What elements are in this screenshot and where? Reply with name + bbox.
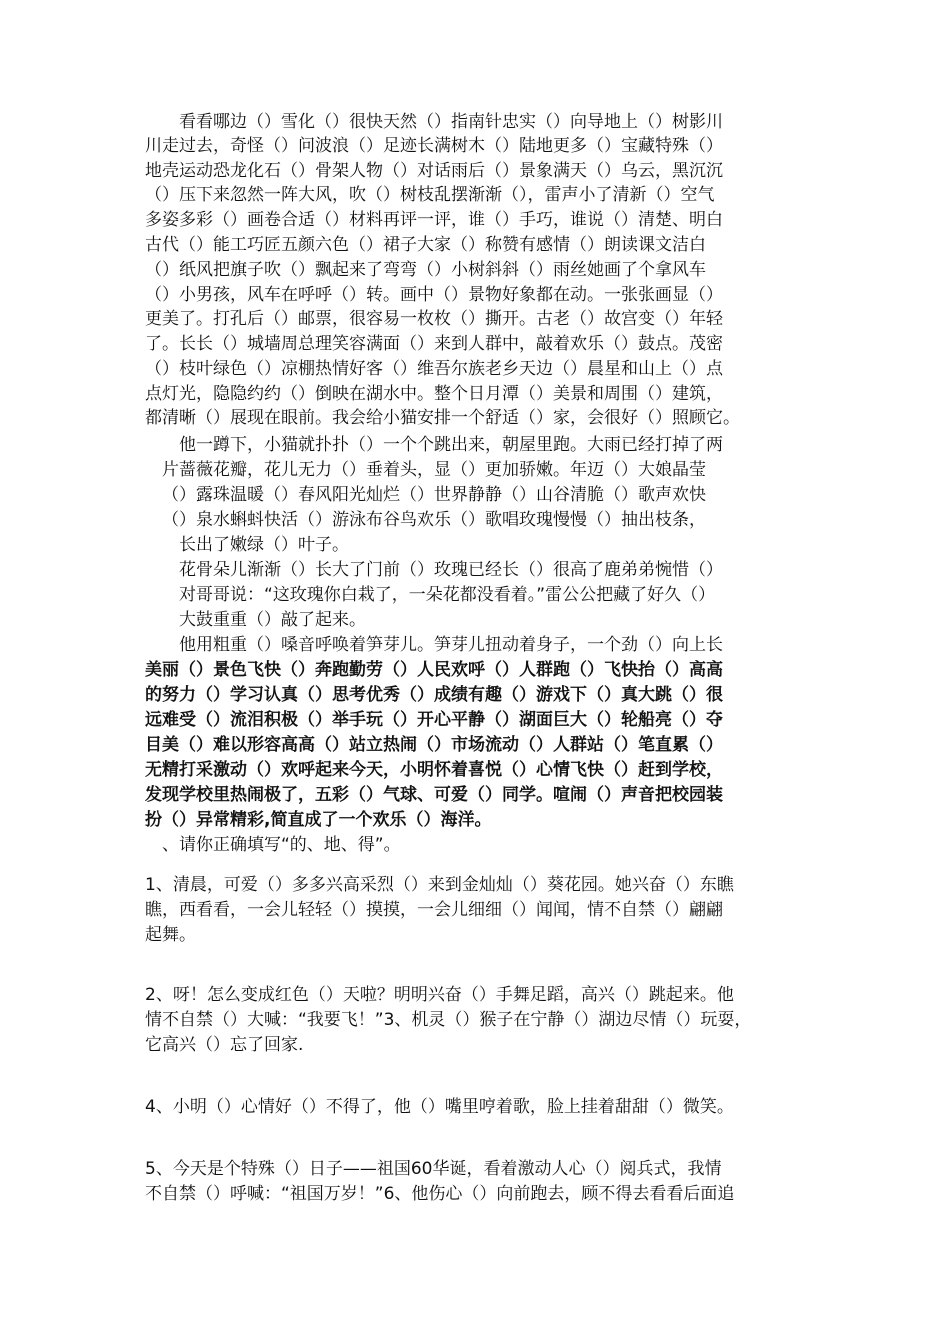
passage-a-line: 更美了。打孔后（）邮票，很容易一枚枚（）撕开。古老（）故宫变（）年轻 — [145, 309, 723, 329]
passage-c-line: 的努力（）学习认真（）思考优秀（）成绩有趣（）游戏下（）真大跳（）很 — [145, 685, 723, 705]
passage-b-line: （）泉水蝌蚪快活（）游泳布谷鸟欢乐（）歌唱玫瑰慢慢（）抽出枝条， — [162, 510, 706, 530]
passage-a-line: （）枝叶绿色（）凉棚热情好客（）维吾尔族老乡天边（）晨星和山上（）点 — [145, 359, 723, 379]
passage-a-line: 看看哪边（）雪化（）很快天然（）指南针忠实（）向导地上（）树影川 — [179, 112, 723, 132]
passage-a-line: （）小男孩，风车在呼呼（）转。画中（）景物好象都在动。一张张画显（） — [145, 285, 723, 305]
section-instruction: 、请你正确填写“的、地、得”。 — [162, 835, 401, 855]
passage-c-first-line: 他用粗重（）嗓音呼唤着笋芽儿。笋芽儿扭动着身子，一个劲（）向上长 — [179, 635, 723, 655]
passage-a-line: 了。长长（）城墙周总理笑容满面（）来到人群中，敲着欢乐（）鼓点。茂密 — [145, 334, 723, 354]
passage-c-line: 远难受（）流泪积极（）举手玩（）开心平静（）湖面巨大（）轮船亮（）夺 — [145, 710, 723, 730]
passage-c-line: 发现学校里热闹极了，五彩（）气球、可爱（）同学。喧闹（）声音把校园装 — [145, 785, 723, 805]
question-line: 瞧，西看看，一会儿轻轻（）摸摸，一会儿细细（）闻闻，情不自禁（）翩翩 — [145, 900, 723, 920]
passage-b-line: 对哥哥说：“这玫瑰你白栽了，一朵花都没看着。”雷公公把藏了好久（） — [179, 585, 716, 605]
passage-b-line: 大鼓重重（）敲了起来。 — [179, 610, 366, 630]
passage-a-line: 点灯光，隐隐约约（）倒映在湖水中。整个日月潭（）美景和周围（）建筑， — [145, 384, 723, 404]
question-line: 2、呀！怎么变成红色（）天啦？明明兴奋（）手舞足蹈，高兴（）跳起来。他 — [145, 985, 734, 1005]
passage-a-line: （）纸风把旗子吹（）飘起来了弯弯（）小树斜斜（）雨丝她画了个拿风车 — [145, 260, 706, 280]
passage-b-line: 长出了嫩绿（）叶子。 — [179, 535, 349, 555]
passage-c-line: 无精打采激动（）欢呼起来今天，小明怀着喜悦（）心情飞快（）赶到学校， — [145, 760, 723, 780]
passage-a-line: （）压下来忽然一阵大风，吹（）树枝乱摆渐渐（），雷声小了清新（）空气 — [145, 185, 715, 205]
passage-c-line: 目美（）难以形容高高（）站立热闹（）市场流动（）人群站（）笔直累（） — [145, 735, 723, 755]
passage-a-line: 地壳运动恐龙化石（）骨架人物（）对话雨后（）景象满天（）乌云，黑沉沉 — [145, 161, 723, 181]
question-line: 5、今天是个特殊（）日子——祖国60华诞，看着激动人心（）阅兵式，我情 — [145, 1159, 722, 1179]
passage-a-line: 川走过去，奇怪（）问波浪（）足迹长满树木（）陆地更多（）宝藏特殊（） — [145, 136, 723, 156]
passage-a-line: 多姿多彩（）画卷合适（）材料再评一评，谁（）手巧，谁说（）清楚、明白 — [145, 210, 723, 230]
question-line: 4、小明（）心情好（）不得了，他（）嘴里哼着歌，脸上挂着甜甜（）微笑。 — [145, 1097, 734, 1117]
passage-c-line: 美丽（）景色飞快（）奔跑勤劳（）人民欢呼（）人群跑（）飞快抬（）高高 — [145, 660, 723, 680]
passage-b-line: 花骨朵儿渐渐（）长大了门前（）玫瑰已经长（）很高了鹿弟弟惋惜（） — [179, 560, 723, 580]
question-line: 情不自禁（）大喊：“我要飞！”3、机灵（）猴子在宁静（）湖边尽情（）玩耍， — [145, 1010, 752, 1030]
passage-b-line: 他一蹲下，小猫就扑扑（）一个个跳出来，朝屋里跑。大雨已经打掉了两 — [179, 435, 723, 455]
passage-b-line: （）露珠温暖（）春风阳光灿烂（）世界静静（）山谷清脆（）歌声欢快 — [162, 485, 706, 505]
passage-a-line: 古代（）能工巧匠五颜六色（）裙子大家（）称赞有感情（）朗读课文洁白 — [145, 235, 706, 255]
question-line: 起舞。 — [145, 925, 196, 945]
passage-a-line: 都清晰（）展现在眼前。我会给小猫安排一个舒适（）家，会很好（）照顾它。 — [145, 408, 740, 428]
passage-b-line: 片蔷薇花瓣，花儿无力（）垂着头，显（）更加骄嫩。年迈（）大娘晶莹 — [162, 460, 706, 480]
passage-c-line: 扮（）异常精彩,简直成了一个欢乐（）海洋。 — [145, 810, 492, 830]
question-line: 不自禁（）呼喊：“祖国万岁！”6、他伤心（）向前跑去，顾不得去看看后面追 — [145, 1184, 735, 1204]
question-line: 1、清晨，可爱（）多多兴高采烈（）来到金灿灿（）葵花园。她兴奋（）东瞧 — [145, 875, 734, 895]
question-line: 它高兴（）忘了回家. — [145, 1035, 304, 1055]
